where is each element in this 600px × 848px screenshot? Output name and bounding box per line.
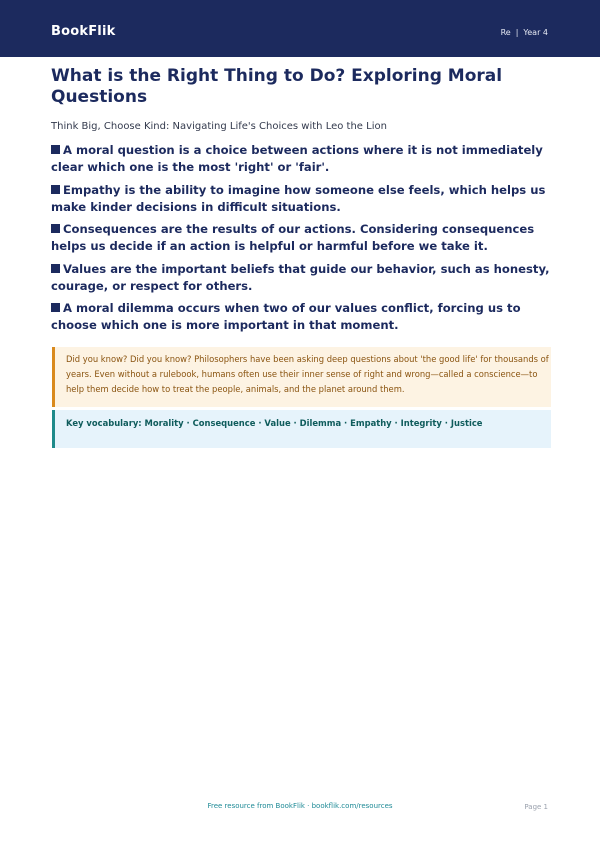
key-point: [51, 221, 551, 255]
key-point-text: Consequences are the results of our actions. Considering consequences helps us decide if an action is helpful or harmful before we take it.: [51, 222, 535, 253]
brand-logo-text: BookFlik: [51, 24, 116, 39]
key-vocabulary-box: Key vocabulary: Morality · Consequence · Value · Dilemma · Empathy · Integrity · Justice: [52, 410, 551, 448]
subject-label: Re: [500, 28, 511, 37]
key-point: [51, 142, 551, 176]
page-number: Page 1: [524, 803, 548, 811]
header-meta: [501, 28, 548, 37]
footer-link-text[interactable]: Free resource from BookFlik · bookflik.com/resources: [207, 802, 393, 810]
square-bullet-icon: [51, 264, 60, 273]
page-subtitle: Think Big, Choose Kind: Navigating Life's Choices with Leo the Lion: [51, 121, 387, 132]
square-bullet-icon: [51, 303, 60, 312]
square-bullet-icon: [51, 185, 60, 194]
key-point: [51, 300, 551, 334]
meta-separator: |: [515, 28, 519, 37]
square-bullet-icon: [51, 224, 60, 233]
key-point-text: A moral question is a choice between actions where it is not immediately clear which one is the most 'right' or 'fair'.: [51, 143, 543, 174]
key-point-text: Values are the important beliefs that guide our behavior, such as honesty, courage, or respect for others.: [51, 261, 550, 293]
key-point-text: A moral dilemma occurs when two of our values conflict, forcing us to choose which one is more important in that moment.: [51, 301, 521, 332]
year-label: Year 4: [523, 28, 548, 37]
key-point: [51, 182, 551, 216]
key-point: [51, 261, 551, 295]
square-bullet-icon: [51, 145, 60, 154]
key-point-text: Empathy is the ability to imagine how someone else feels, which helps us make kinder decisions in difficult situations.: [51, 182, 546, 214]
key-points-list: [51, 142, 551, 340]
did-you-know-callout: Did you know? Did you know? Philosophers have been asking deep questions about 'the good life' for thousands of years. Even without a rulebook, humans often use their inner sense of right and wrong—called a conscience—to help them decide how to treat the people, animals, and the planet around them.: [52, 347, 551, 407]
page-title: What is the Right Thing to Do? Exploring Moral Questions: [51, 66, 503, 107]
page-header: [0, 0, 600, 57]
